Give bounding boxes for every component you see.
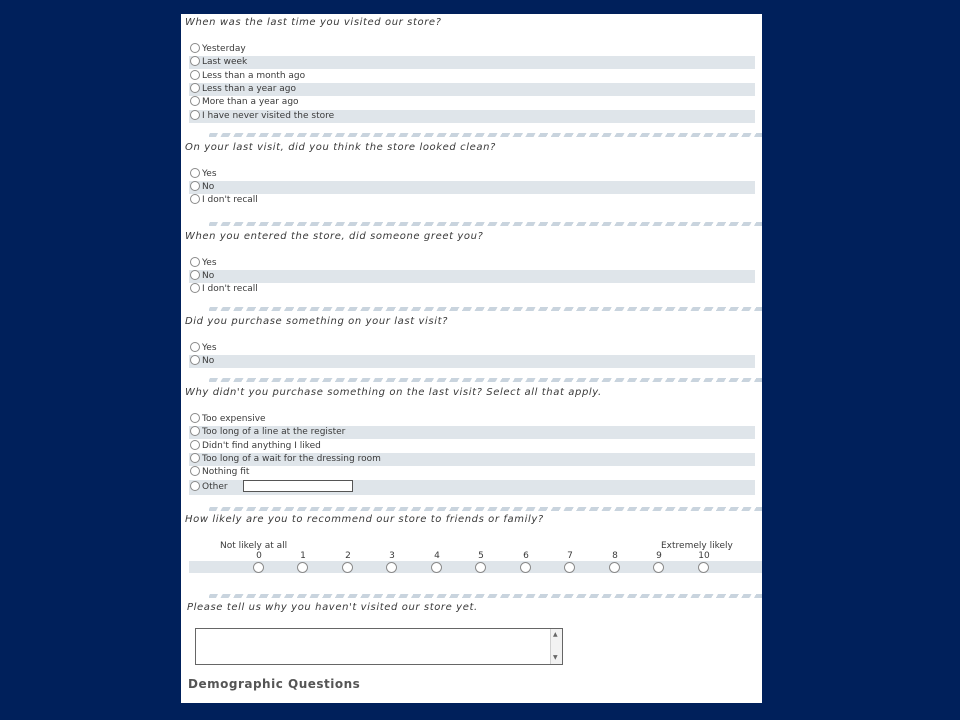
radio-button[interactable] — [190, 70, 200, 80]
radio-button[interactable] — [190, 181, 200, 191]
radio-button[interactable] — [190, 168, 200, 178]
question-greeted: When you entered the store, did someone greet you? — [185, 231, 484, 242]
section-divider — [209, 378, 762, 382]
option-yesterday[interactable]: Yesterday — [189, 43, 755, 56]
radio-button[interactable] — [190, 355, 200, 365]
option-long-line[interactable]: Too long of a line at the register — [189, 426, 755, 439]
option-greet-yes[interactable]: Yes — [189, 257, 755, 270]
scale-radio-6[interactable] — [520, 562, 531, 573]
section-divider — [209, 594, 762, 598]
option-clean-yes[interactable]: Yes — [189, 168, 755, 181]
radio-button[interactable] — [190, 440, 200, 450]
radio-button[interactable] — [190, 413, 200, 423]
scale-radio-1[interactable] — [297, 562, 308, 573]
radio-button[interactable] — [190, 96, 200, 106]
scale-number: 2 — [345, 551, 351, 561]
section-divider — [209, 222, 762, 226]
demographic-heading: Demographic Questions — [188, 677, 361, 691]
scale-radio-10[interactable] — [698, 562, 709, 573]
option-clean-no[interactable]: No — [189, 181, 755, 194]
scale-radio-8[interactable] — [609, 562, 620, 573]
question-recommend: How likely are you to recommend our store to friends or family? — [185, 514, 544, 525]
comments-textarea[interactable] — [195, 628, 563, 665]
question-why-not-purchase: Why didn't you purchase something on the last visit? Select all that apply. — [185, 387, 602, 398]
scale-number: 1 — [300, 551, 306, 561]
scroll-down-icon[interactable]: ▼ — [553, 654, 558, 661]
survey-panel — [181, 14, 762, 703]
radio-button[interactable] — [190, 342, 200, 352]
option-clean-dont-recall[interactable]: I don't recall — [189, 194, 755, 207]
option-more-than-year[interactable]: More than a year ago — [189, 96, 755, 109]
option-other[interactable]: Other — [189, 480, 755, 495]
option-less-than-year[interactable]: Less than a year ago — [189, 83, 755, 96]
scale-number: 5 — [478, 551, 484, 561]
option-less-than-month[interactable]: Less than a month ago — [189, 70, 755, 83]
radio-button[interactable] — [190, 56, 200, 66]
option-too-expensive[interactable]: Too expensive — [189, 413, 755, 426]
option-last-week[interactable]: Last week — [189, 56, 755, 69]
radio-button[interactable] — [190, 481, 200, 491]
radio-button[interactable] — [190, 453, 200, 463]
radio-button[interactable] — [190, 466, 200, 476]
radio-button[interactable] — [190, 283, 200, 293]
scale-radio-5[interactable] — [475, 562, 486, 573]
scale-radio-9[interactable] — [653, 562, 664, 573]
scale-radio-4[interactable] — [431, 562, 442, 573]
scale-radio-3[interactable] — [386, 562, 397, 573]
other-text-input[interactable] — [243, 480, 353, 492]
section-divider — [209, 133, 762, 137]
option-greet-dont-recall[interactable]: I don't recall — [189, 283, 755, 296]
option-purchase-no[interactable]: No — [189, 355, 755, 368]
option-nothing-liked[interactable]: Didn't find anything I liked — [189, 440, 755, 453]
radio-button[interactable] — [190, 110, 200, 120]
question-purchased: Did you purchase something on your last visit? — [185, 316, 449, 327]
question-why-not-visited: Please tell us why you haven't visited our store yet. — [187, 602, 478, 613]
scale-number: 7 — [567, 551, 573, 561]
radio-button[interactable] — [190, 83, 200, 93]
radio-button[interactable] — [190, 194, 200, 204]
scale-radio-7[interactable] — [564, 562, 575, 573]
option-purchase-yes[interactable]: Yes — [189, 342, 755, 355]
scroll-up-icon[interactable]: ▲ — [553, 631, 558, 638]
scale-number: 0 — [256, 551, 262, 561]
option-greet-no[interactable]: No — [189, 270, 755, 283]
scale-high-label: Extremely likely — [661, 541, 733, 551]
scale-number: 4 — [434, 551, 440, 561]
section-divider — [209, 307, 762, 311]
option-never-visited[interactable]: I have never visited the store — [189, 110, 755, 123]
scale-radio-0[interactable] — [253, 562, 264, 573]
radio-button[interactable] — [190, 270, 200, 280]
scale-number: 9 — [656, 551, 662, 561]
radio-button[interactable] — [190, 257, 200, 267]
question-store-clean: On your last visit, did you think the store looked clean? — [185, 142, 496, 153]
scale-number: 10 — [698, 551, 710, 561]
option-dressing-room-wait[interactable]: Too long of a wait for the dressing room — [189, 453, 755, 466]
question-last-visit: When was the last time you visited our store? — [185, 17, 442, 28]
scale-number: 6 — [523, 551, 529, 561]
textarea-scrollbar[interactable] — [550, 629, 562, 664]
option-nothing-fit[interactable]: Nothing fit — [189, 466, 755, 479]
scale-number: 3 — [389, 551, 395, 561]
scale-low-label: Not likely at all — [220, 541, 288, 551]
radio-button[interactable] — [190, 43, 200, 53]
scale-number: 8 — [612, 551, 618, 561]
section-divider — [209, 507, 762, 511]
radio-button[interactable] — [190, 426, 200, 436]
scale-radio-2[interactable] — [342, 562, 353, 573]
